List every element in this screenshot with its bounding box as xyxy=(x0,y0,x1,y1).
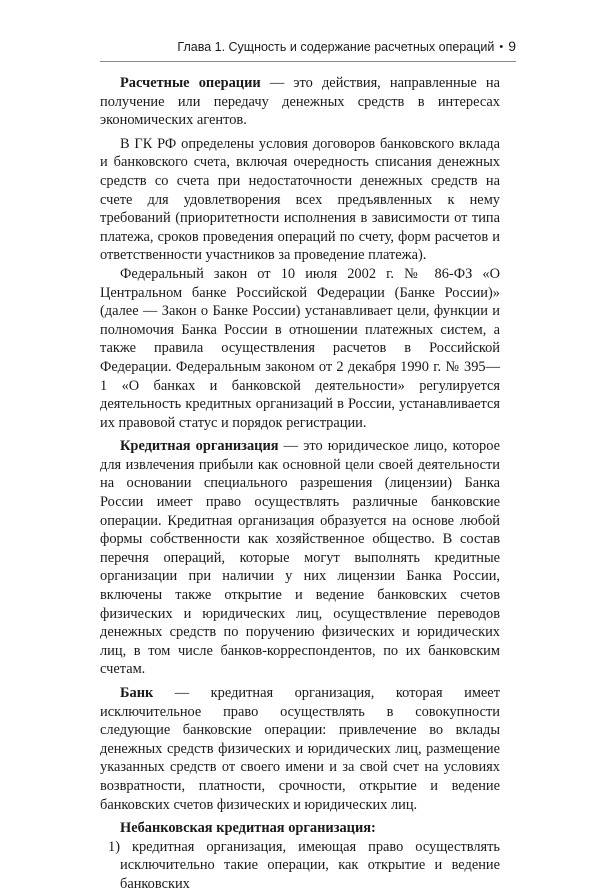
paragraph-settlement-operations xyxy=(100,74,500,130)
paragraph-nonbank-heading xyxy=(100,819,500,838)
chapter-title: Глава 1. Сущность и содержание расчетных операций xyxy=(177,40,495,54)
term-credit-organization: Кредитная организация xyxy=(120,438,279,455)
paragraph-civil-code xyxy=(100,135,500,265)
list-item xyxy=(100,838,500,894)
body-text xyxy=(100,74,500,894)
running-header xyxy=(100,31,516,62)
list-marker: 1) xyxy=(108,838,120,855)
page-number: 9 xyxy=(508,38,516,54)
list-item-text: кредитная организация, имеющая право осуществлять исключительно такие операции, как открытие и ведение банковских xyxy=(120,838,500,892)
term-bank: Банк xyxy=(120,685,154,701)
paragraph-text: — это юридическое лицо, которое для извлечения прибыли как основной цели своей деятельности на основании специального разрешения (лицензии) Банка России имеет право осуществлять различные банковские операции. Кредитная организация образуется на основе любой формы собственности как хозяйственное общество. В состав перечня операций, которые могут выполнять кредитные организации при наличии у них лицензии Банка России, включены также открытие и ведение банковских счетов физических и юридических лиц, осуществление переводов денежных средств по поручению физических и юридических лиц, в том числе банков-корреспондентов, по их банковским счетам. xyxy=(100,438,500,678)
term-nonbank-credit-organization: Небанковская кредитная организация: xyxy=(120,820,376,837)
paragraph-federal-law xyxy=(100,265,500,432)
paragraph-text: В ГК РФ определены условия договоров банковского вклада и банковского счета, включая очередность списания денежных средств со счета при недостаточности денежных средств на счете для удовлетворения всех предъявленных к нему требований (приоритетности исполнения в зависимости от типа платежа, сроков проведения операций по счету, форм расчетов и ответственности участников за проведение платежа). xyxy=(100,135,500,264)
term-settlement-operations: Расчетные операции xyxy=(120,75,261,91)
paragraph-bank xyxy=(100,684,500,814)
bullet-separator: • xyxy=(499,41,504,53)
paragraph-text: — кредитная организация, которая имеет исключительное право осуществлять в совокупности следующие банковские операции: привлечение во вклады денежных средств физических и юридических лиц, размещение указанных средств от своего имени и за свой счет на условиях возвратности, платности, срочности, открытие и ведение банковских счетов физических и юридических лиц. xyxy=(100,685,500,813)
paragraph-credit-organization xyxy=(100,437,500,679)
paragraph-text: — это действия, направленные на получение или передачу денежных средств в интересах экономических агентов. xyxy=(100,75,500,129)
paragraph-text: Федеральный закон от 10 июля 2002 г. № 86-ФЗ «О Центральном банке Российской Федерации (Банке России)» (далее — Закон о Банке России) устанавливает цели, функции и полномочия Банка России в отношении платежных систем, а также правила осуществления расчетов в Российской Федерации. Федеральным законом от 2 декабря 1990 г. № 395—1 «О банках и банковской деятельности» регулируется деятельность кредитных организаций в России, устанавливается их правовой статус и порядок регистрации. xyxy=(100,265,500,431)
